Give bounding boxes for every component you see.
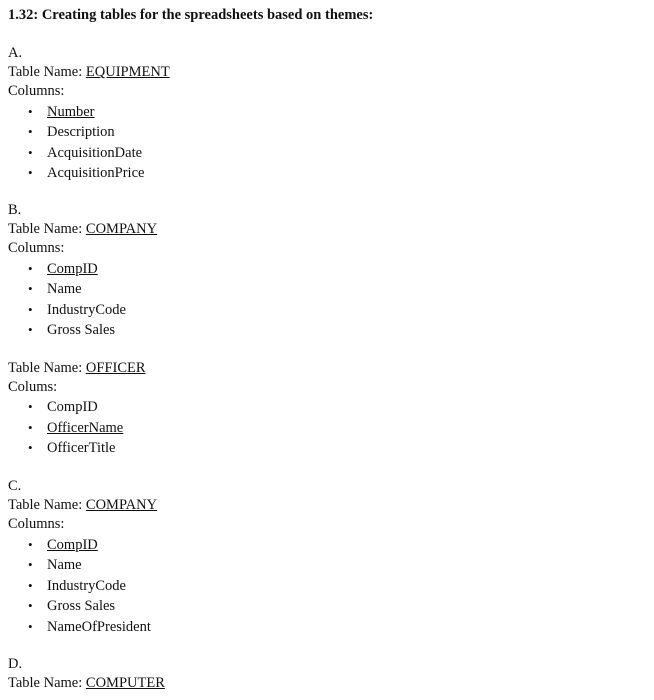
table-name-line <box>8 359 146 377</box>
section-marker-a: A. <box>8 45 23 61</box>
list-item <box>28 536 98 554</box>
list-item <box>28 144 142 162</box>
list-item <box>28 301 126 319</box>
key-column: OfficerName <box>47 420 124 436</box>
column-name: CompID <box>47 399 98 415</box>
table-name-line <box>8 674 165 692</box>
table-name-label: Table Name: <box>8 360 86 376</box>
bullet-icon: • <box>28 399 33 414</box>
bullet-icon: • <box>28 165 33 180</box>
table-name-label: Table Name: <box>8 497 86 513</box>
section-marker-d: D. <box>8 656 23 672</box>
bullet-icon: • <box>28 578 33 593</box>
columns-label: Columns: <box>8 83 65 99</box>
list-item <box>28 280 82 298</box>
table-name-company: COMPANY <box>85 221 158 237</box>
list-item <box>28 439 115 457</box>
table-name-line <box>8 496 157 514</box>
bullet-icon: • <box>28 261 33 276</box>
list-item <box>28 321 115 339</box>
bullet-icon: • <box>28 598 33 613</box>
list-item <box>28 597 115 615</box>
bullet-icon: • <box>28 557 33 572</box>
column-name: Description <box>47 124 115 140</box>
bullet-icon: • <box>28 322 33 337</box>
bullet-icon: • <box>28 145 33 160</box>
list-item <box>28 123 115 141</box>
list-item <box>28 103 95 121</box>
list-item <box>28 618 151 636</box>
table-name-line <box>8 220 157 238</box>
column-name: Gross Sales <box>47 598 116 614</box>
key-column: Number <box>47 104 95 120</box>
key-column: CompID <box>47 261 98 277</box>
table-name-line <box>8 63 170 81</box>
list-item <box>28 260 98 278</box>
column-name: Gross Sales <box>47 322 116 338</box>
bullet-icon: • <box>28 440 33 455</box>
table-name-computer: COMPUTER <box>85 675 165 691</box>
list-item <box>28 398 98 416</box>
page-title: 1.32: Creating tables for the spreadsheets based on themes: <box>8 7 374 23</box>
table-name-label: Table Name: <box>8 221 86 237</box>
column-name: AcquisitionPrice <box>47 165 145 181</box>
section-marker-c: C. <box>8 478 22 494</box>
list-item <box>28 419 123 437</box>
column-name: AcquisitionDate <box>47 145 143 161</box>
columns-label: Columns: <box>8 240 65 256</box>
column-name: IndustryCode <box>47 578 126 594</box>
column-name: OfficerTitle <box>47 440 116 456</box>
bullet-icon: • <box>28 104 33 119</box>
bullet-icon: • <box>28 302 33 317</box>
key-column: CompID <box>47 537 98 553</box>
columns-label: Columns: <box>8 516 65 532</box>
columns-label: Colums: <box>8 379 58 395</box>
column-name: NameOfPresident <box>47 619 151 635</box>
list-item <box>28 577 126 595</box>
bullet-icon: • <box>28 124 33 139</box>
column-name: IndustryCode <box>47 302 126 318</box>
table-name-label: Table Name: <box>8 675 86 691</box>
table-name-company: COMPANY <box>85 497 158 513</box>
list-item <box>28 164 144 182</box>
section-marker-b: B. <box>8 202 22 218</box>
list-item <box>28 556 82 574</box>
column-name: Name <box>47 557 82 573</box>
bullet-icon: • <box>28 619 33 634</box>
column-name: Name <box>47 281 82 297</box>
table-name-officer: OFFICER <box>85 360 146 376</box>
bullet-icon: • <box>28 420 33 435</box>
table-name-equipment: EQUIPMENT <box>85 64 170 80</box>
bullet-icon: • <box>28 281 33 296</box>
table-name-label: Table Name: <box>8 64 86 80</box>
bullet-icon: • <box>28 537 33 552</box>
